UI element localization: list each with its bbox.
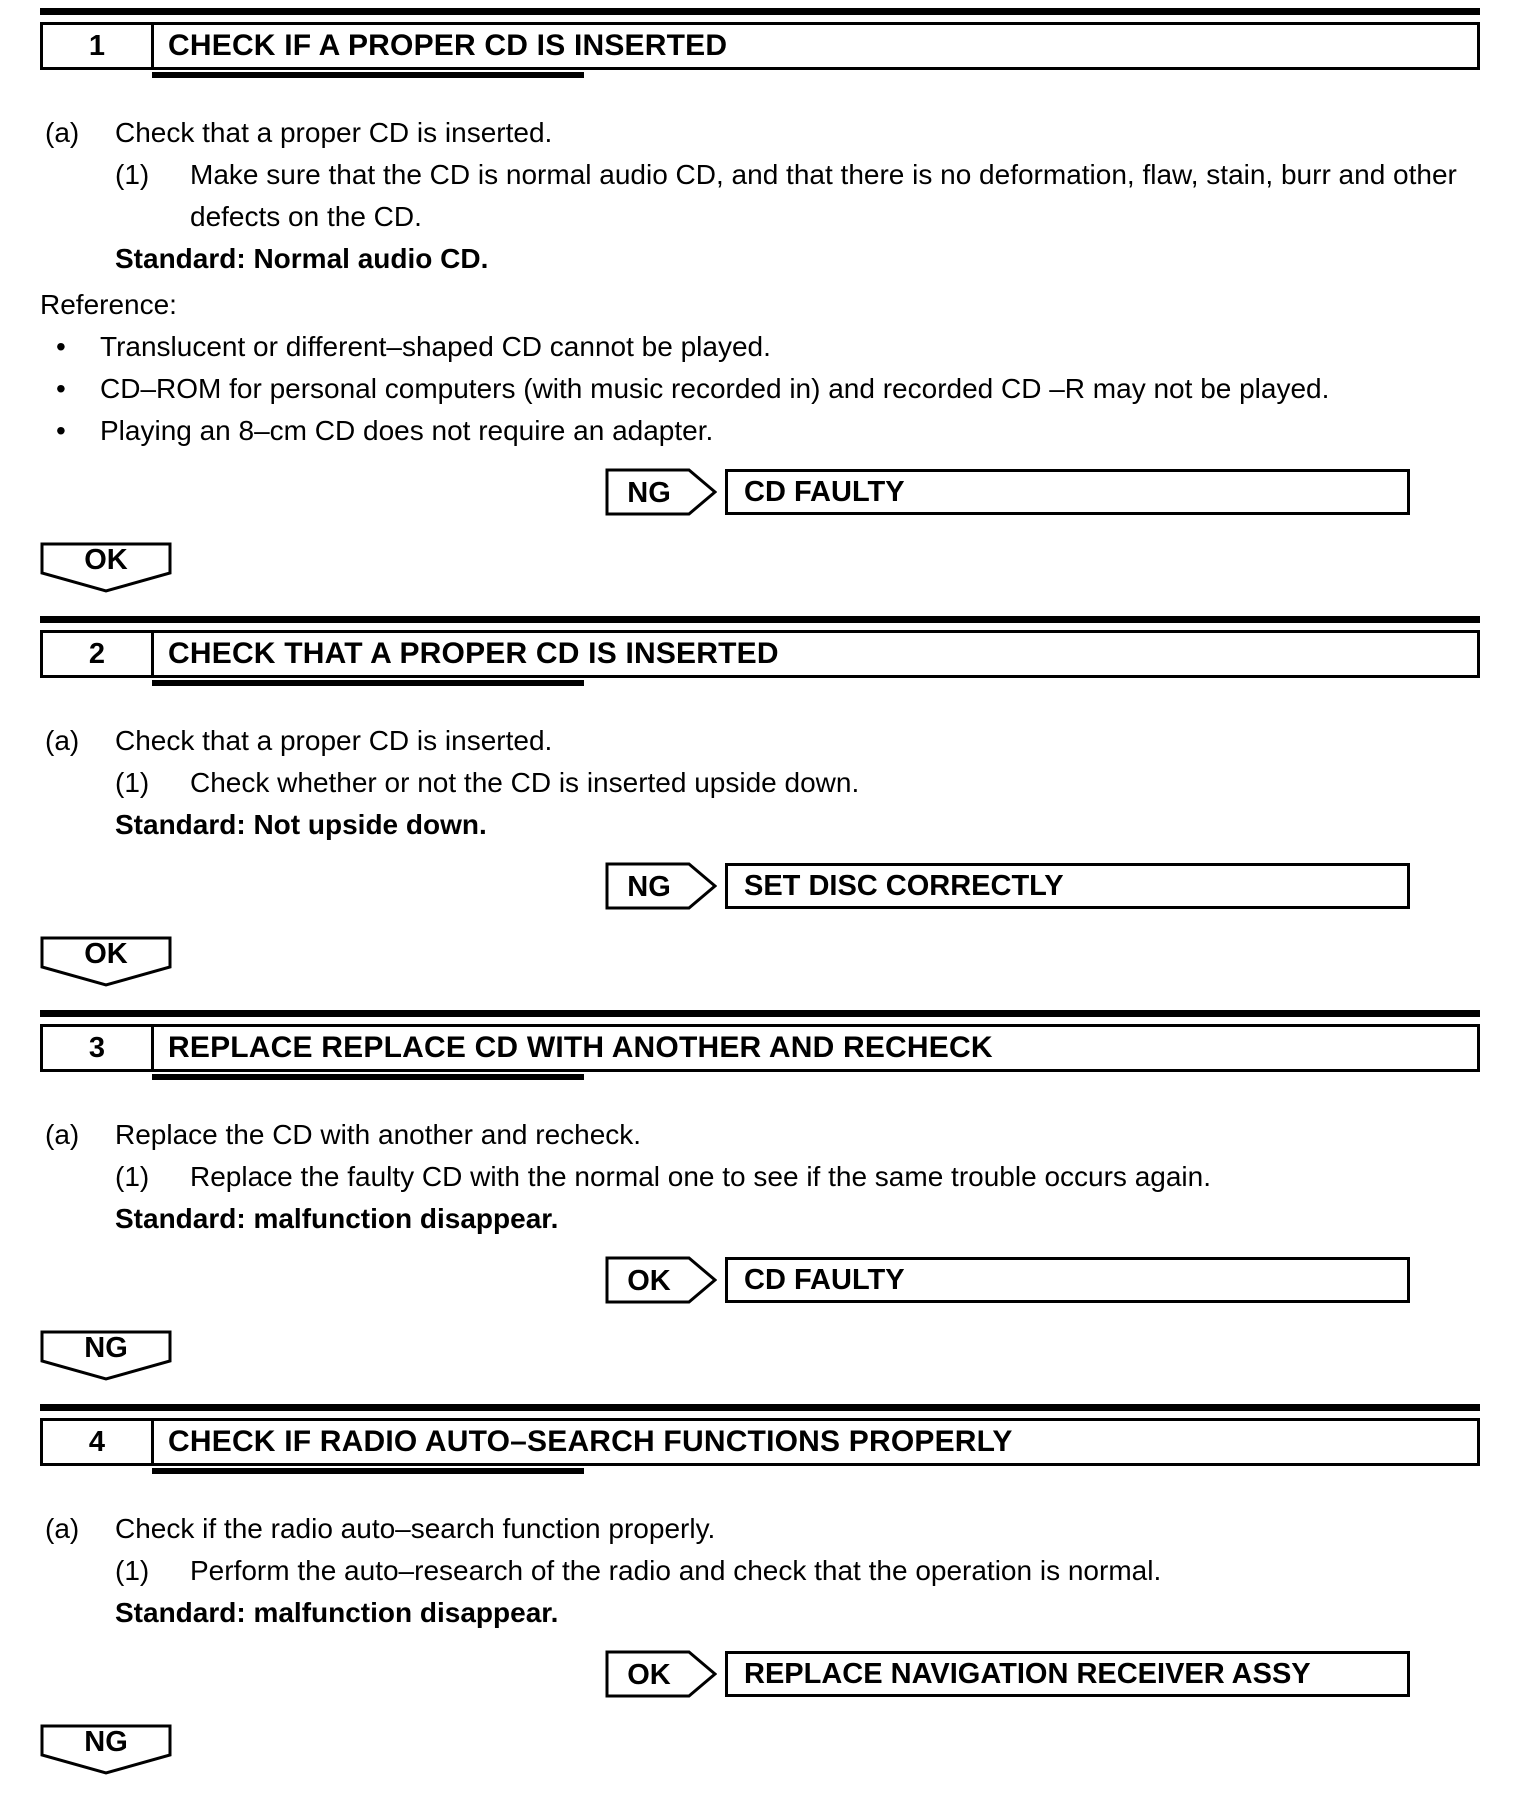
decision-result: CD FAULTY (725, 1257, 1410, 1303)
decision-result: REPLACE NAVIGATION RECEIVER ASSY (725, 1651, 1410, 1697)
header-top-bar (40, 616, 1480, 623)
sub-instruction-line (115, 1550, 1480, 1592)
decision-row (605, 468, 1480, 516)
continue-marker-icon (40, 1330, 172, 1382)
step-title: REPLACE REPLACE CD WITH ANOTHER AND RECHECK (168, 1031, 993, 1064)
continue-marker-icon (40, 936, 172, 988)
decision-arrow-icon (605, 862, 717, 910)
reference-bullet (40, 410, 1480, 452)
header-row (40, 1418, 1480, 1466)
item-text: Check if the radio auto–search function properly. (115, 1513, 716, 1544)
step-title: CHECK IF RADIO AUTO–SEARCH FUNCTIONS PROPERLY (168, 1425, 1013, 1458)
instruction-line (45, 112, 1480, 154)
continue-label: OK (84, 938, 128, 970)
standard-line: Standard: malfunction disappear. (115, 1203, 559, 1234)
decision-arrow-icon (605, 1256, 717, 1304)
decision-arrow-icon (605, 468, 717, 516)
decision-result: CD FAULTY (725, 469, 1410, 515)
step-1-header (40, 8, 1480, 78)
item-label: (a) (45, 117, 80, 148)
instruction-line (45, 720, 1480, 762)
step-title: CHECK IF A PROPER CD IS INSERTED (168, 29, 728, 62)
item-text: Check that a proper CD is inserted. (115, 117, 553, 148)
continue-marker-icon (40, 1724, 172, 1776)
sub-item-text: Perform the auto–research of the radio and check that the operation is normal. (190, 1555, 1162, 1586)
step-4 (40, 1404, 1480, 1776)
decision-row (605, 1256, 1480, 1304)
reference-bullet (40, 368, 1480, 410)
item-label: (a) (45, 1119, 80, 1150)
decision-row (605, 1650, 1480, 1698)
header-top-bar (40, 1010, 1480, 1017)
standard-line: Standard: Not upside down. (115, 809, 487, 840)
step-number: 3 (43, 1027, 154, 1069)
sub-item-label: (1) (115, 159, 150, 190)
header-row (40, 22, 1480, 70)
decision-label: NG (627, 871, 671, 903)
sub-item-text: Check whether or not the CD is inserted upside down. (190, 767, 860, 798)
standard-line: Standard: Normal audio CD. (115, 243, 489, 274)
header-shadow (152, 680, 584, 686)
sub-item-label: (1) (115, 767, 150, 798)
header-row (40, 630, 1480, 678)
bullet-icon: • (56, 373, 66, 404)
sub-instruction-line (115, 1156, 1480, 1198)
instruction-line (45, 1114, 1480, 1156)
sub-instruction-line (115, 154, 1480, 238)
continue-marker-icon (40, 542, 172, 594)
sub-instruction-line (115, 762, 1480, 804)
sub-item-text: Replace the faulty CD with the normal one to see if the same trouble occurs again. (190, 1161, 1211, 1192)
step-2-header (40, 616, 1480, 686)
bullet-text: Translucent or different–shaped CD cannot be played. (100, 331, 771, 362)
bullet-text: CD–ROM for personal computers (with music recorded in) and recorded CD –R may not be played. (100, 373, 1330, 404)
step-number: 2 (43, 633, 154, 675)
item-text: Check that a proper CD is inserted. (115, 725, 553, 756)
step-3 (40, 1010, 1480, 1382)
step-1 (40, 8, 1480, 594)
continue-label: NG (84, 1726, 128, 1758)
header-shadow (152, 72, 584, 78)
decision-row (605, 862, 1480, 910)
header-row (40, 1024, 1480, 1072)
decision-label: OK (627, 1659, 671, 1691)
sub-item-label: (1) (115, 1555, 150, 1586)
sub-item-text: Make sure that the CD is normal audio CD, and that there is no deformation, flaw, stain, burr and other defects on the CD. (190, 159, 1457, 232)
header-shadow (152, 1468, 584, 1474)
standard-line: Standard: malfunction disappear. (115, 1597, 559, 1628)
reference-title: Reference: (40, 289, 177, 320)
bullet-icon: • (56, 415, 66, 446)
header-shadow (152, 1074, 584, 1080)
bullet-icon: • (56, 331, 66, 362)
reference-bullet (40, 326, 1480, 368)
step-3-header (40, 1010, 1480, 1080)
step-number: 4 (43, 1421, 154, 1463)
decision-label: OK (627, 1265, 671, 1297)
decision-result: SET DISC CORRECTLY (725, 863, 1410, 909)
item-label: (a) (45, 725, 80, 756)
step-2 (40, 616, 1480, 988)
step-number: 1 (43, 25, 154, 67)
item-text: Replace the CD with another and recheck. (115, 1119, 642, 1150)
bullet-text: Playing an 8–cm CD does not require an adapter. (100, 415, 714, 446)
sub-item-label: (1) (115, 1161, 150, 1192)
instruction-line (45, 1508, 1480, 1550)
header-top-bar (40, 8, 1480, 15)
header-top-bar (40, 1404, 1480, 1411)
continue-label: NG (84, 1332, 128, 1364)
decision-label: NG (627, 477, 671, 509)
step-title: CHECK THAT A PROPER CD IS INSERTED (168, 637, 779, 670)
item-label: (a) (45, 1513, 80, 1544)
decision-arrow-icon (605, 1650, 717, 1698)
continue-label: OK (84, 544, 128, 576)
step-4-header (40, 1404, 1480, 1474)
